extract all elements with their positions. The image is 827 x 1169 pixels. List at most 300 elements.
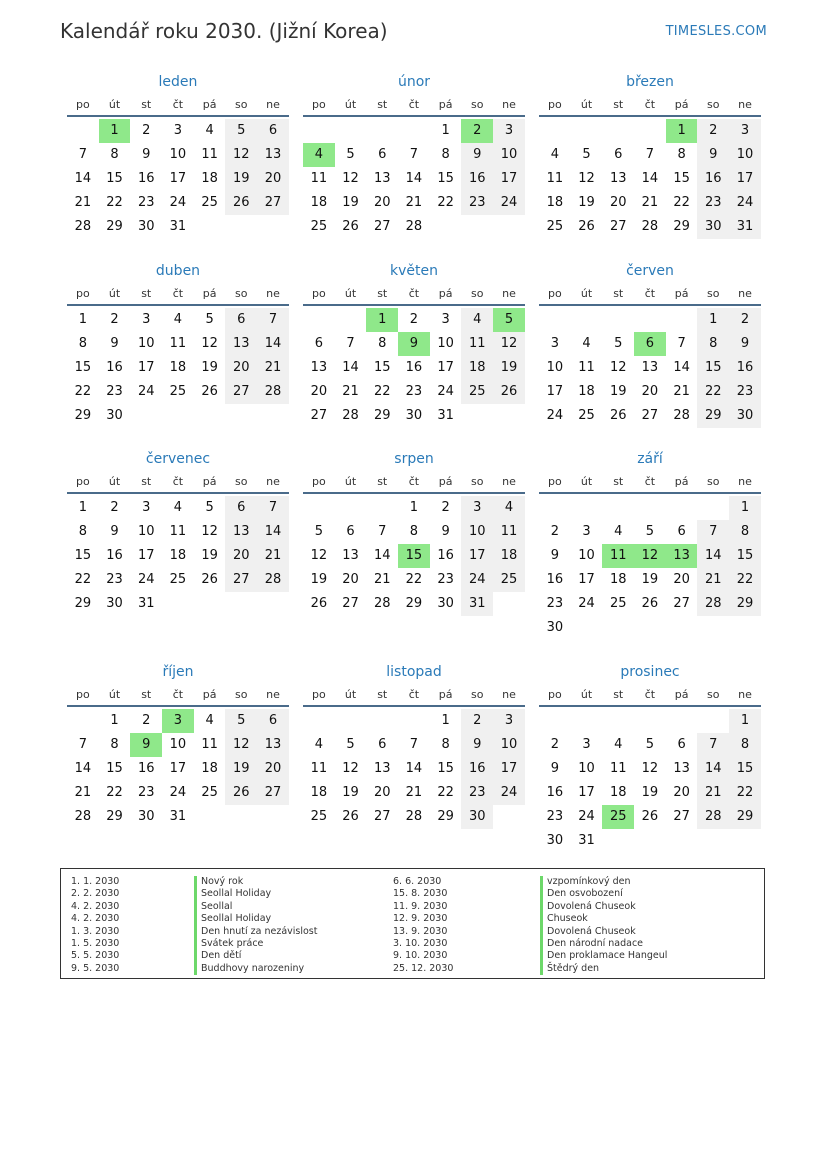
month-name: březen	[626, 74, 674, 90]
weekday-label: st	[141, 98, 152, 111]
day-grid	[67, 709, 289, 829]
empty-cell	[366, 496, 398, 520]
weekday-label: so	[707, 98, 720, 111]
month-block	[67, 261, 289, 428]
day-cell: 21	[257, 544, 289, 568]
weekday-label: čt	[408, 475, 420, 488]
day-cell: 3	[729, 119, 761, 143]
day-cell: 18	[201, 761, 218, 776]
day-cell: 6	[314, 336, 323, 351]
day-grid	[303, 308, 525, 428]
day-cell: 9	[398, 332, 430, 356]
day-cell: 29	[673, 219, 690, 234]
day-cell: 1	[110, 713, 119, 728]
day-cell: 15	[437, 761, 454, 776]
day-cell: 14	[342, 360, 359, 375]
day-cell: 27	[257, 191, 289, 215]
day-cell: 20	[609, 195, 627, 210]
brand-logo[interactable]: TIMESLES.COM	[665, 24, 767, 39]
day-cell: 6	[378, 147, 387, 162]
month-block	[539, 449, 761, 640]
day-cell: 15	[729, 757, 761, 781]
empty-cell	[303, 119, 335, 143]
empty-cell	[257, 404, 289, 428]
day-cell: 5	[645, 737, 655, 752]
empty-cell	[666, 616, 698, 640]
weekday-header	[67, 95, 289, 117]
day-cell: 23	[405, 384, 423, 399]
day-cell: 24	[493, 191, 525, 215]
day-cell: 7	[645, 147, 655, 162]
day-cell: 4	[205, 123, 214, 138]
day-cell: 26	[641, 596, 659, 611]
weekday-label: po	[547, 475, 562, 488]
weekday-label: st	[141, 287, 152, 300]
day-cell: 7	[697, 733, 729, 757]
day-cell: 14	[697, 757, 729, 781]
day-cell: 1	[409, 500, 419, 515]
day-cell: 5	[205, 312, 214, 327]
month-name: duben	[155, 263, 201, 279]
day-cell: 26	[310, 596, 328, 611]
day-cell: 8	[409, 524, 419, 539]
day-cell: 27	[310, 408, 328, 423]
day-cell: 24	[546, 408, 564, 423]
day-cell: 9	[110, 524, 119, 539]
day-cell: 5	[493, 308, 525, 332]
weekday-label: po	[75, 688, 90, 701]
day-cell: 17	[169, 761, 187, 776]
weekday-label: pá	[202, 475, 217, 488]
day-cell: 2	[110, 500, 119, 515]
legend-date: 5. 5. 2030	[71, 950, 120, 962]
day-cell: 25	[602, 805, 634, 829]
weekday-label: pá	[674, 688, 689, 701]
legend-dates-col-1	[71, 876, 119, 975]
day-cell: 4	[173, 500, 183, 515]
day-cell: 18	[578, 384, 595, 399]
day-cell: 28	[641, 219, 659, 234]
weekday-header	[303, 95, 525, 117]
day-cell: 28	[697, 592, 729, 616]
day-cell: 18	[201, 171, 218, 186]
empty-cell	[67, 119, 99, 143]
day-cell: 13	[225, 332, 257, 356]
day-cell: 30	[437, 596, 454, 611]
weekday-header	[539, 472, 761, 494]
month-block	[539, 662, 761, 853]
empty-cell	[194, 215, 226, 239]
day-cell: 10	[169, 147, 187, 162]
empty-cell	[303, 308, 335, 332]
day-cell: 22	[673, 195, 690, 210]
weekday-label: so	[471, 475, 484, 488]
weekday-label: pá	[202, 688, 217, 701]
weekday-label: po	[311, 98, 326, 111]
weekday-label: so	[235, 287, 248, 300]
empty-cell	[602, 709, 634, 733]
empty-cell	[729, 616, 761, 640]
empty-cell	[666, 496, 698, 520]
month-name: září	[637, 451, 663, 467]
day-cell: 28	[257, 568, 289, 592]
weekday-label: st	[141, 475, 152, 488]
empty-cell	[697, 616, 729, 640]
weekday-header	[67, 284, 289, 306]
day-cell: 18	[461, 356, 493, 380]
empty-cell	[634, 616, 666, 640]
empty-cell	[398, 119, 430, 143]
legend-holiday-name: Seollal Holiday	[194, 888, 318, 900]
day-cell: 10	[137, 336, 155, 351]
weekday-label: út	[344, 688, 357, 701]
day-cell: 22	[405, 572, 423, 587]
month-name: prosinec	[620, 664, 680, 680]
day-cell: 13	[310, 360, 328, 375]
day-cell: 11	[201, 147, 218, 162]
day-cell: 3	[441, 312, 450, 327]
day-grid	[303, 119, 525, 239]
empty-cell	[430, 215, 462, 239]
day-cell: 27	[225, 568, 257, 592]
day-cell: 29	[74, 408, 92, 423]
day-cell: 1	[441, 713, 450, 728]
day-cell: 16	[137, 171, 155, 186]
day-cell: 13	[641, 360, 659, 375]
day-cell: 27	[373, 219, 391, 234]
weekday-header	[303, 472, 525, 494]
empty-cell	[257, 592, 289, 616]
weekday-label: pá	[674, 287, 689, 300]
day-cell: 3	[550, 336, 559, 351]
day-cell: 26	[342, 219, 359, 234]
day-cell: 16	[106, 548, 123, 563]
weekday-label: st	[377, 287, 388, 300]
day-cell: 9	[550, 761, 559, 776]
legend-holiday-name: Den osvobození	[540, 888, 667, 900]
weekday-label: ne	[738, 98, 752, 111]
day-cell: 25	[310, 809, 328, 824]
day-cell: 21	[405, 195, 423, 210]
page-title: Kalendář roku 2030. (Jižní Korea)	[60, 19, 388, 43]
day-cell: 17	[546, 384, 564, 399]
legend-date: 2. 2. 2030	[71, 888, 120, 900]
day-cell: 12	[201, 524, 218, 539]
weekday-label: so	[707, 688, 720, 701]
weekday-label: ne	[502, 688, 516, 701]
weekday-label: po	[311, 688, 326, 701]
day-cell: 2	[550, 524, 559, 539]
day-cell: 4	[614, 737, 623, 752]
day-cell: 5	[645, 524, 655, 539]
day-cell: 5	[225, 709, 257, 733]
weekday-label: so	[235, 475, 248, 488]
weekday-label: st	[377, 688, 388, 701]
day-cell: 13	[373, 171, 391, 186]
day-cell: 14	[257, 520, 289, 544]
day-cell: 25	[546, 219, 564, 234]
legend-date: 13. 9. 2030	[393, 925, 448, 937]
weekday-label: st	[613, 98, 624, 111]
day-cell: 20	[225, 356, 257, 380]
day-cell: 4	[550, 147, 559, 162]
day-cell: 16	[137, 761, 155, 776]
weekday-label: po	[547, 287, 562, 300]
weekday-label: st	[141, 688, 152, 701]
empty-cell	[697, 496, 729, 520]
day-cell: 10	[729, 143, 761, 167]
legend-date: 3. 10. 2030	[393, 937, 448, 949]
day-cell: 4	[173, 312, 183, 327]
legend-date: 12. 9. 2030	[393, 913, 448, 925]
day-cell: 17	[437, 360, 454, 375]
day-cell: 2	[142, 123, 151, 138]
day-cell: 8	[441, 737, 450, 752]
day-cell: 2	[409, 312, 419, 327]
day-cell: 8	[110, 147, 119, 162]
day-cell: 5	[582, 147, 591, 162]
day-cell: 21	[697, 781, 729, 805]
day-cell: 29	[405, 596, 423, 611]
day-cell: 10	[493, 143, 525, 167]
day-cell: 29	[729, 592, 761, 616]
day-cell: 23	[137, 195, 155, 210]
day-cell: 12	[609, 360, 627, 375]
day-cell: 10	[493, 733, 525, 757]
weekday-label: čt	[172, 98, 184, 111]
day-cell: 8	[697, 332, 729, 356]
day-cell: 12	[342, 171, 359, 186]
day-cell: 31	[729, 215, 761, 239]
day-cell: 16	[106, 360, 123, 375]
day-cell: 12	[225, 143, 257, 167]
day-cell: 19	[225, 167, 257, 191]
weekday-label: pá	[674, 98, 689, 111]
day-cell: 22	[697, 380, 729, 404]
day-cell: 1	[78, 312, 87, 327]
legend-date: 1. 1. 2030	[71, 876, 120, 887]
legend-date: 25. 12. 2030	[393, 962, 454, 974]
weekday-label: út	[344, 98, 357, 111]
day-cell: 13	[373, 761, 391, 776]
day-cell: 19	[310, 572, 328, 587]
day-cell: 5	[205, 500, 214, 515]
legend-holiday-name: Dovolená Chuseok	[540, 926, 667, 938]
legend-date: 15. 8. 2030	[393, 888, 448, 900]
day-cell: 20	[225, 544, 257, 568]
month-name: říjen	[162, 664, 194, 680]
day-cell: 29	[106, 809, 123, 824]
month-block	[303, 662, 525, 829]
day-cell: 15	[437, 171, 454, 186]
day-cell: 9	[130, 733, 162, 757]
day-cell: 17	[461, 544, 493, 568]
day-cell: 13	[225, 520, 257, 544]
day-cell: 24	[578, 809, 595, 824]
day-cell: 15	[398, 544, 430, 568]
day-cell: 21	[405, 785, 423, 800]
month-block	[67, 72, 289, 239]
weekday-label: po	[547, 688, 562, 701]
empty-cell	[257, 805, 289, 829]
empty-cell	[602, 616, 634, 640]
day-cell: 13	[342, 548, 359, 563]
day-cell: 31	[169, 219, 187, 234]
day-cell: 14	[405, 171, 423, 186]
weekday-label: čt	[408, 98, 420, 111]
month-name: červen	[626, 263, 674, 279]
empty-cell	[539, 119, 571, 143]
day-cell: 1	[729, 496, 761, 520]
month-block	[67, 449, 289, 616]
day-cell: 11	[310, 171, 328, 186]
day-cell: 8	[677, 147, 686, 162]
empty-cell	[539, 496, 571, 520]
day-cell: 20	[310, 384, 328, 399]
day-cell: 4	[493, 496, 525, 520]
day-cell: 14	[673, 360, 690, 375]
empty-cell	[571, 616, 603, 640]
day-cell: 24	[169, 785, 187, 800]
empty-cell	[571, 308, 603, 332]
empty-cell	[697, 709, 729, 733]
day-cell: 7	[677, 336, 686, 351]
day-cell: 7	[409, 147, 419, 162]
weekday-label: ne	[266, 688, 280, 701]
day-cell: 26	[578, 219, 595, 234]
legend-holiday-name: Den proklamace Hangeul	[540, 950, 667, 962]
empty-cell	[194, 805, 226, 829]
weekday-label: pá	[438, 475, 453, 488]
day-cell: 21	[74, 785, 92, 800]
day-cell: 21	[673, 384, 690, 399]
day-cell: 8	[441, 147, 450, 162]
day-cell: 26	[201, 572, 218, 587]
day-cell: 8	[110, 737, 119, 752]
holiday-legend	[60, 868, 765, 979]
day-cell: 11	[578, 360, 595, 375]
day-cell: 29	[437, 809, 454, 824]
weekday-label: út	[108, 688, 121, 701]
empty-cell	[461, 404, 493, 428]
empty-cell	[335, 709, 367, 733]
day-cell: 23	[546, 596, 564, 611]
day-cell: 16	[405, 360, 423, 375]
day-cell: 29	[697, 404, 729, 428]
day-cell: 21	[74, 195, 92, 210]
day-cell: 21	[257, 356, 289, 380]
day-cell: 17	[137, 548, 155, 563]
empty-cell	[602, 829, 634, 853]
day-cell: 3	[162, 709, 194, 733]
weekday-label: pá	[438, 287, 453, 300]
day-cell: 9	[729, 332, 761, 356]
day-cell: 3	[493, 119, 525, 143]
legend-dates-col-2	[393, 876, 453, 975]
day-cell: 23	[729, 380, 761, 404]
day-cell: 10	[461, 520, 493, 544]
weekday-label: čt	[172, 475, 184, 488]
day-cell: 7	[78, 147, 87, 162]
day-cell: 9	[461, 733, 493, 757]
day-cell: 2	[142, 713, 151, 728]
weekday-header	[303, 685, 525, 707]
weekday-header	[539, 95, 761, 117]
month-name: květen	[390, 263, 438, 279]
day-cell: 23	[461, 781, 493, 805]
empty-cell	[602, 496, 634, 520]
day-cell: 1	[441, 123, 450, 138]
day-cell: 15	[74, 360, 92, 375]
day-cell: 22	[729, 781, 761, 805]
day-cell: 27	[257, 781, 289, 805]
day-cell: 23	[697, 191, 729, 215]
day-cell: 27	[673, 596, 690, 611]
day-cell: 31	[437, 408, 454, 423]
day-cell: 26	[225, 191, 257, 215]
day-cell: 16	[697, 167, 729, 191]
day-cell: 24	[493, 781, 525, 805]
day-cell: 13	[257, 733, 289, 757]
day-cell: 26	[225, 781, 257, 805]
legend-holiday-name: Buddhovy narozeniny	[194, 963, 318, 975]
day-cell: 22	[106, 785, 123, 800]
weekday-label: so	[707, 287, 720, 300]
day-cell: 29	[106, 219, 123, 234]
day-cell: 22	[373, 384, 391, 399]
empty-cell	[225, 215, 257, 239]
day-cell: 7	[257, 308, 289, 332]
month-name: listopad	[386, 664, 442, 680]
day-cell: 30	[137, 219, 155, 234]
day-cell: 12	[342, 761, 359, 776]
month-block	[67, 662, 289, 829]
day-cell: 17	[578, 572, 595, 587]
empty-cell	[666, 709, 698, 733]
empty-cell	[162, 404, 194, 428]
day-cell: 20	[257, 757, 289, 781]
weekday-label: čt	[408, 287, 420, 300]
weekday-label: pá	[202, 287, 217, 300]
weekday-label: ne	[738, 287, 752, 300]
day-cell: 30	[546, 833, 564, 848]
day-grid	[539, 496, 761, 640]
day-cell: 3	[493, 709, 525, 733]
weekday-label: út	[580, 688, 593, 701]
day-cell: 18	[609, 785, 627, 800]
weekday-label: čt	[644, 98, 656, 111]
empty-cell	[461, 215, 493, 239]
day-cell: 15	[697, 356, 729, 380]
day-cell: 30	[461, 805, 493, 829]
day-grid	[67, 308, 289, 428]
day-cell: 25	[578, 408, 595, 423]
day-cell: 4	[582, 336, 591, 351]
weekday-label: pá	[674, 475, 689, 488]
day-cell: 20	[342, 572, 359, 587]
day-cell: 6	[677, 737, 686, 752]
day-cell: 18	[609, 572, 627, 587]
weekday-label: ne	[738, 688, 752, 701]
day-cell: 7	[409, 737, 419, 752]
empty-cell	[666, 308, 698, 332]
day-cell: 31	[578, 833, 595, 848]
day-cell: 15	[373, 360, 391, 375]
day-cell: 4	[314, 737, 323, 752]
empty-cell	[225, 404, 257, 428]
legend-holiday-name: Seollal	[194, 901, 318, 913]
day-cell: 16	[729, 356, 761, 380]
